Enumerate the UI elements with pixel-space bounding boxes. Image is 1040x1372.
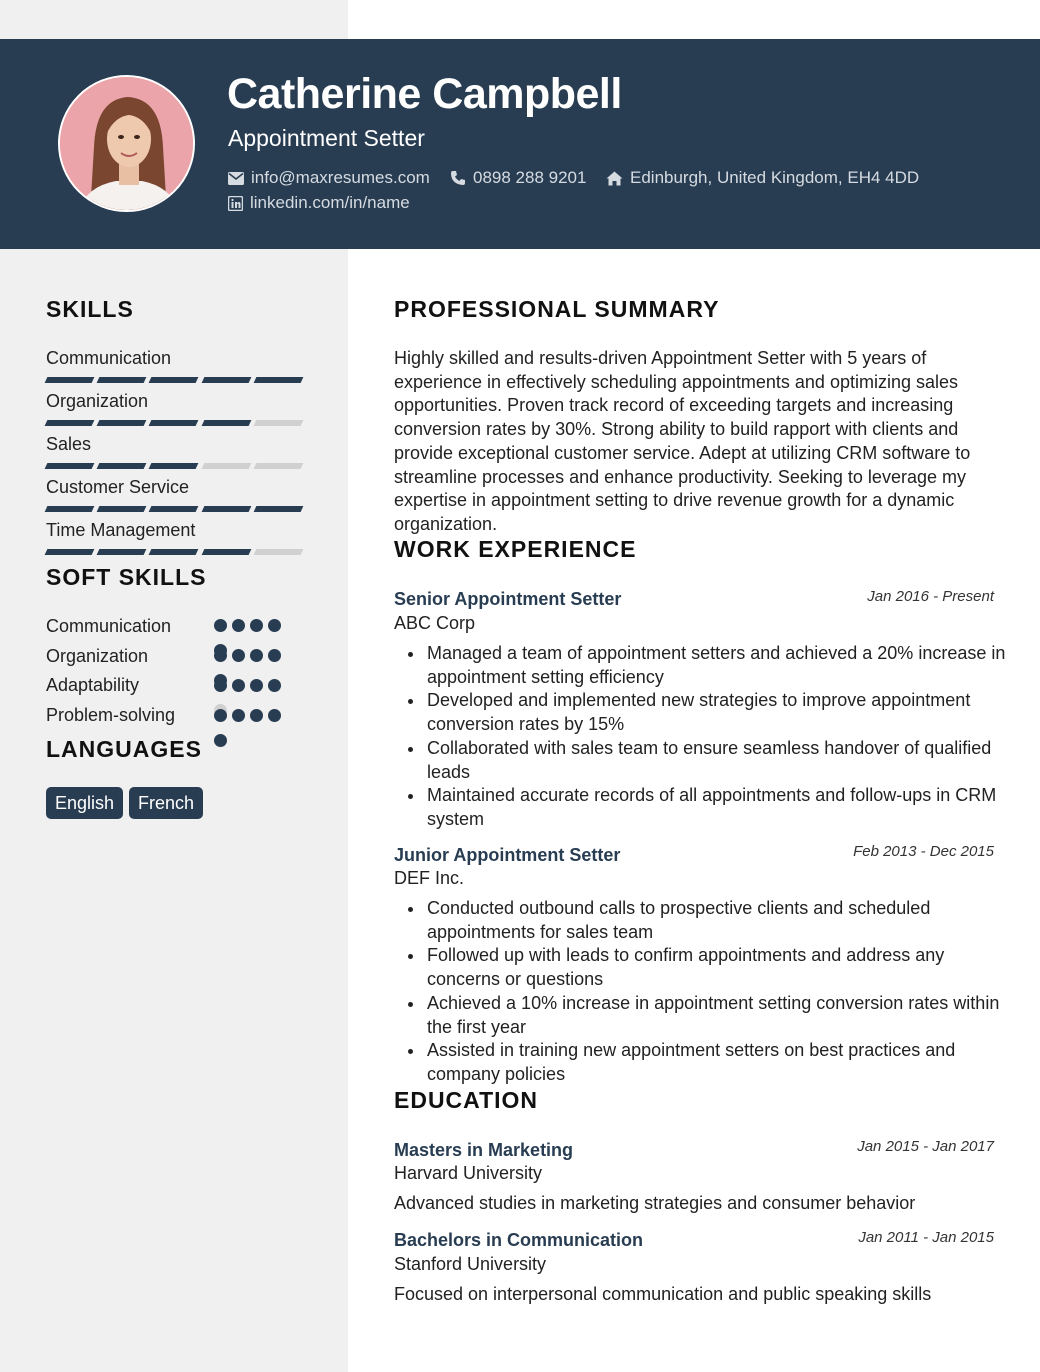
job-company: DEF Inc.: [394, 868, 465, 888]
envelope-icon: [228, 172, 244, 185]
language-pill: French: [129, 787, 203, 819]
home-icon: [606, 171, 623, 186]
skill-segment-filled: [45, 377, 95, 383]
skill-segment-filled: [201, 549, 251, 555]
linkedin-icon: [228, 196, 243, 211]
rating-dot-filled: [250, 619, 263, 632]
soft-skill-dots: [214, 709, 294, 723]
rating-dot-filled: [232, 679, 245, 692]
skill-label: Sales: [46, 434, 92, 454]
job-bullet: Conducted outbound calls to prospective clients and scheduled appointments for sales team: [427, 897, 1007, 944]
soft-skill-dots: [214, 679, 294, 693]
job-bullet: Developed and implemented new strategies to improve appointment conversion rates by 15%: [427, 689, 1007, 736]
skill-bar: [46, 549, 302, 555]
contact-email[interactable]: [228, 168, 430, 188]
rating-dot-filled: [214, 649, 227, 662]
candidate-name: Catherine Campbell: [227, 70, 622, 118]
skill-segment-filled: [201, 420, 251, 426]
skill-segment-filled: [149, 549, 199, 555]
avatar: [58, 75, 195, 212]
skill-bar: [46, 506, 302, 512]
rating-dot-filled: [232, 619, 245, 632]
skill-segment-filled: [253, 506, 303, 512]
skill-segment-filled: [97, 506, 147, 512]
contact-linkedin[interactable]: [228, 193, 410, 213]
soft-skill-dots: [214, 649, 294, 663]
skill-segment-filled: [97, 463, 147, 469]
job-dates: Jan 2016 - Present: [867, 588, 994, 605]
job-bullets: [427, 642, 1007, 832]
contact-location: [606, 168, 919, 188]
job-bullet: Achieved a 10% increase in appointment setting conversion rates within the first year: [427, 992, 1007, 1039]
job-title: Senior Appointment Setter: [394, 589, 622, 609]
skill-bar: [46, 463, 302, 469]
rating-dot-filled: [250, 649, 263, 662]
skill-segment-empty: [201, 463, 251, 469]
skill-label: Time Management: [46, 520, 196, 540]
phone-icon: [450, 170, 466, 186]
skill-segment-filled: [45, 420, 95, 426]
languages-heading: LANGUAGES: [46, 736, 202, 762]
job-company: ABC Corp: [394, 613, 476, 633]
rating-dot-filled: [250, 709, 263, 722]
skill-segment-filled: [97, 377, 147, 383]
summary-heading: PROFESSIONAL SUMMARY: [394, 296, 720, 322]
education-dates: Jan 2015 - Jan 2017: [857, 1138, 994, 1155]
skill-segment-filled: [149, 420, 199, 426]
rating-dot-filled: [214, 709, 227, 722]
rating-dot-filled: [250, 679, 263, 692]
skill-label: Customer Service: [46, 477, 190, 497]
degree-title: Bachelors in Communication: [394, 1230, 644, 1250]
skill-segment-empty: [253, 463, 303, 469]
degree-title: Masters in Marketing: [394, 1140, 574, 1160]
linkedin-text: linkedin.com/in/name: [250, 193, 410, 212]
skill-segment-filled: [201, 506, 251, 512]
school-name: Stanford University: [394, 1254, 547, 1274]
soft-skill-dots: [214, 619, 294, 633]
soft-skill-label: Adaptability: [46, 675, 140, 695]
skill-segment-empty: [253, 420, 303, 426]
skill-segment-filled: [253, 377, 303, 383]
rating-dot-filled: [232, 649, 245, 662]
skill-segment-filled: [97, 420, 147, 426]
job-title: Junior Appointment Setter: [394, 845, 621, 865]
job-bullet: Managed a team of appointment setters and achieved a 20% increase in appointment setting efficiency: [427, 642, 1007, 689]
experience-heading: WORK EXPERIENCE: [394, 536, 637, 562]
job-bullet: Collaborated with sales team to ensure seamless handover of qualified leads: [427, 737, 1007, 784]
soft-skill-label: Problem-solving: [46, 705, 176, 725]
job-bullet: Maintained accurate records of all appointments and follow-ups in CRM system: [427, 784, 1007, 831]
skill-segment-filled: [149, 377, 199, 383]
summary-text: Highly skilled and results-driven Appointment Setter with 5 years of experience in effectively scheduling appointments and optimizing sales opportunities. Proven track record of exceeding targets and increasing conversion rates by 30%. Strong ability to build rapport with clients and provide exceptional customer service. Adept at utilizing CRM software to streamline processes and enhance productivity. Seeking to leverage my expertise in appointment setting to drive revenue growth for a dynamic organization.: [394, 348, 971, 534]
rating-dot-filled: [268, 649, 281, 662]
skill-segment-filled: [149, 506, 199, 512]
soft-skill-label: Communication: [46, 616, 172, 636]
skill-bar: [46, 377, 302, 383]
job-dates: Feb 2013 - Dec 2015: [853, 843, 994, 860]
school-name: Harvard University: [394, 1163, 543, 1183]
education-heading: EDUCATION: [394, 1087, 539, 1113]
skill-segment-filled: [97, 549, 147, 555]
email-text: info@maxresumes.com: [251, 168, 430, 187]
rating-dot-filled: [268, 709, 281, 722]
skill-segment-filled: [45, 506, 95, 512]
language-pill: English: [46, 787, 123, 819]
job-bullets: [427, 897, 1007, 1087]
skill-segment-filled: [45, 463, 95, 469]
rating-dot-filled: [214, 734, 227, 747]
rating-dot-filled: [268, 619, 281, 632]
soft-skill-label: Organization: [46, 646, 149, 666]
skill-label: Communication: [46, 348, 172, 368]
job-bullet: Followed up with leads to confirm appointments and address any concerns or questions: [427, 944, 1007, 991]
job-bullet: Assisted in training new appointment setters on best practices and company policies: [427, 1039, 1007, 1086]
skill-segment-filled: [149, 463, 199, 469]
candidate-title: Appointment Setter: [228, 125, 425, 151]
skill-label: Organization: [46, 391, 149, 411]
education-description: Focused on interpersonal communication and public speaking skills: [394, 1284, 932, 1304]
rating-dot-filled: [268, 679, 281, 692]
education-description: Advanced studies in marketing strategies and consumer behavior: [394, 1193, 916, 1213]
phone-text: 0898 288 9201: [473, 168, 587, 187]
contact-phone[interactable]: [450, 168, 586, 188]
skill-bar: [46, 420, 302, 426]
skill-segment-empty: [253, 549, 303, 555]
soft-skills-heading: SOFT SKILLS: [46, 564, 207, 590]
education-dates: Jan 2011 - Jan 2015: [858, 1229, 994, 1246]
skill-segment-filled: [45, 549, 95, 555]
location-text: Edinburgh, United Kingdom, EH4 4DD: [630, 168, 920, 187]
rating-dot-filled: [232, 709, 245, 722]
skills-heading: SKILLS: [46, 296, 134, 322]
rating-dot-filled: [214, 619, 227, 632]
skill-segment-filled: [201, 377, 251, 383]
rating-dot-filled: [214, 679, 227, 692]
